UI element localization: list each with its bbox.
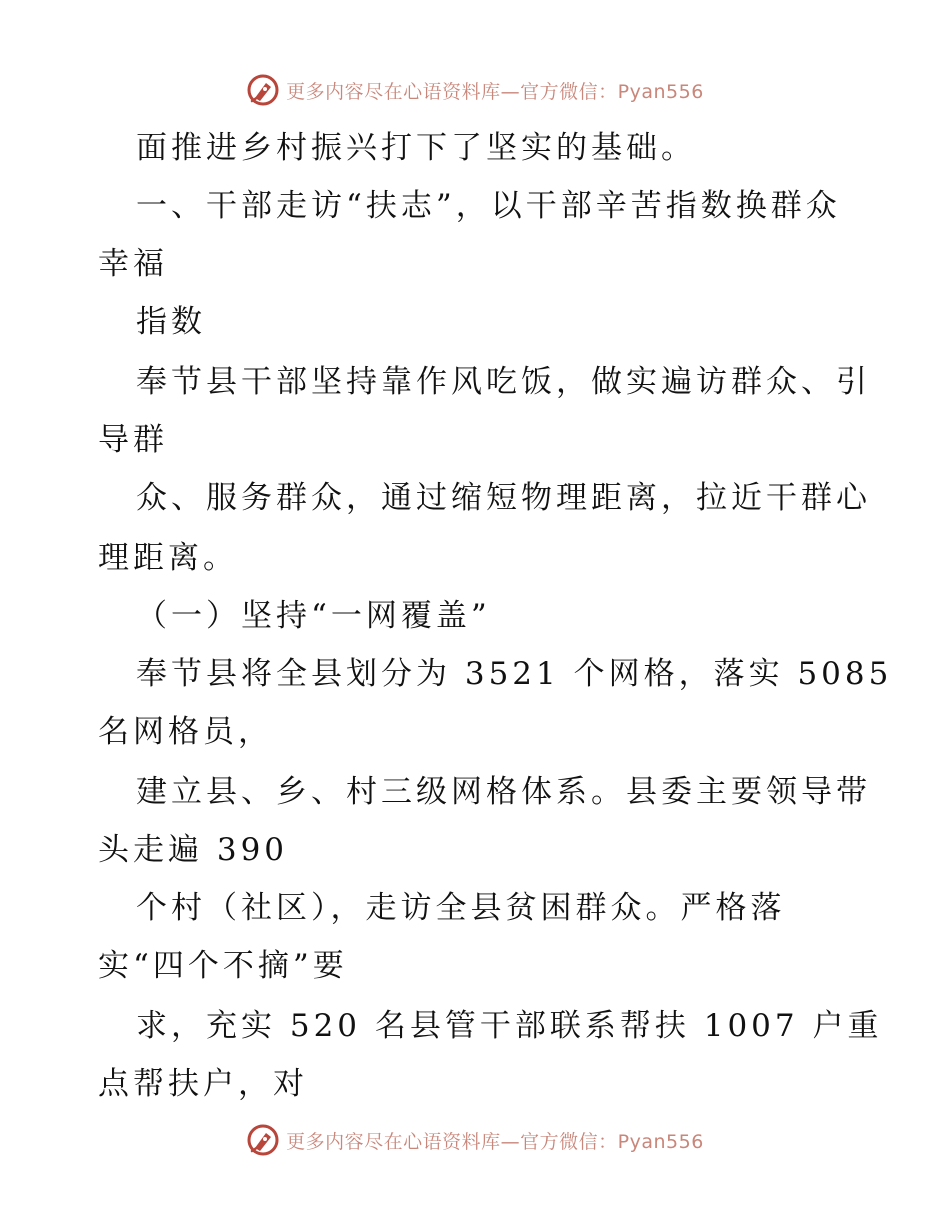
- pen-nib-logo-icon: [246, 73, 280, 107]
- text-line: 实“四个不摘”要: [98, 948, 348, 984]
- header-banner: [0, 70, 950, 110]
- section-heading: 一、干部走访“扶志”，以干部辛苦指数换群众: [136, 188, 841, 224]
- text-line: 头走遍 390: [98, 832, 289, 868]
- text-line: 求，充实 520 名县管干部联系帮扶 1007 户重: [136, 1008, 883, 1044]
- header-banner-text: 更多内容尽在心语资料库—官方微信：Pyan556: [286, 80, 704, 103]
- text-line: 众、服务群众，通过缩短物理距离，拉近干群心: [136, 480, 871, 516]
- text-line: 导群: [98, 422, 168, 458]
- text-line: 名网格员，: [98, 714, 273, 750]
- pen-nib-logo-icon: [246, 1123, 280, 1157]
- text-line: 建立县、乡、村三级网格体系。县委主要领导带: [136, 774, 871, 810]
- footer-banner: [0, 1120, 950, 1160]
- text-line: 幸福: [98, 246, 168, 282]
- text-line: 理距离。: [98, 540, 238, 576]
- text-line: 奉节县将全县划分为 3521 个网格，落实 5085: [136, 656, 893, 692]
- footer-banner-text: 更多内容尽在心语资料库—官方微信：Pyan556: [286, 1130, 704, 1153]
- text-line: 指数: [136, 304, 206, 340]
- text-line: 面推进乡村振兴打下了坚实的基础。: [136, 130, 696, 166]
- text-line: 奉节县干部坚持靠作风吃饭，做实遍访群众、引: [136, 364, 871, 400]
- text-line: 点帮扶户，对: [98, 1066, 308, 1102]
- text-line: 个村（社区），走访全县贫困群众。严格落: [136, 890, 786, 926]
- subsection-heading: （一）坚持“一网覆盖”: [136, 598, 491, 634]
